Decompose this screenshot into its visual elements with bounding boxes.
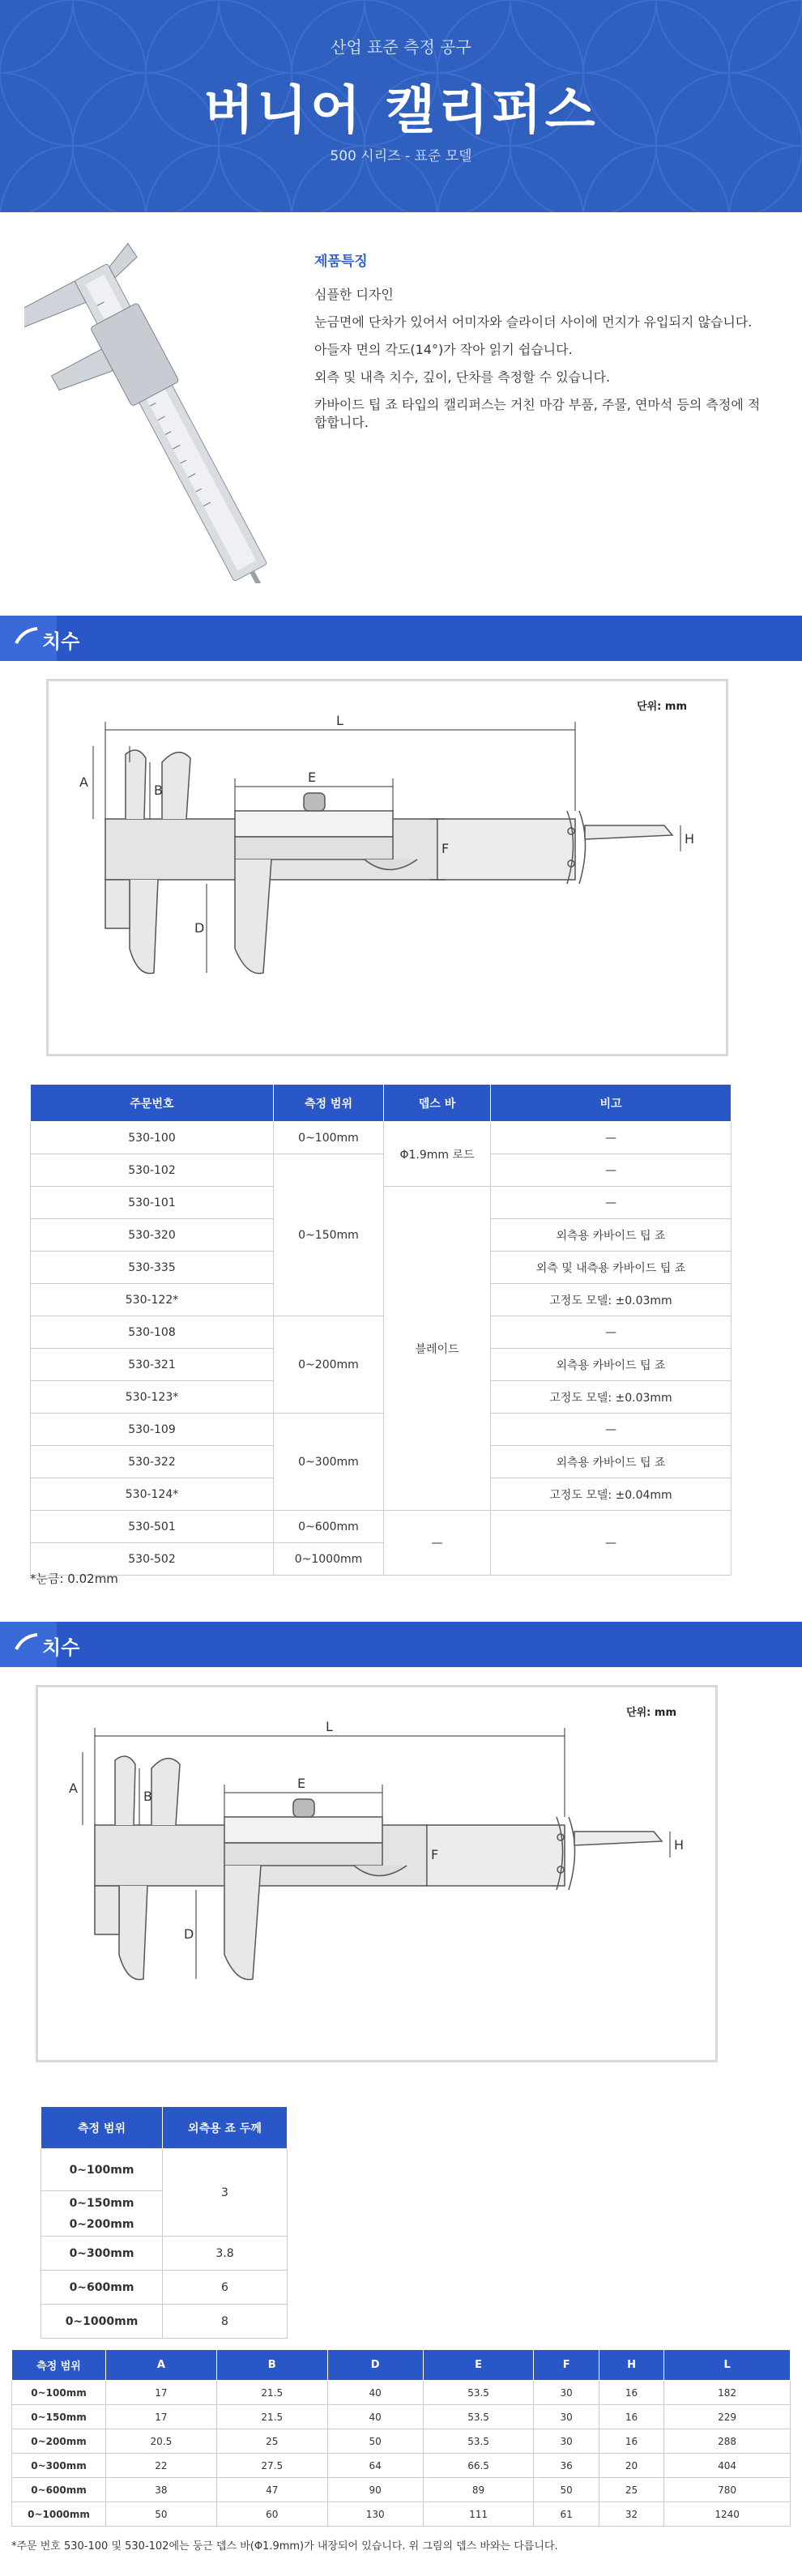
- unit-label: 단위: mm: [626, 1707, 676, 1719]
- dim-label-L: L: [326, 1719, 333, 1734]
- col-order-no: 주문번호: [31, 1085, 274, 1122]
- table-row: [12, 2405, 791, 2429]
- cell: 111: [423, 2502, 534, 2527]
- page-title: 버니어 캘리퍼스: [203, 81, 599, 141]
- cell: 32: [599, 2502, 663, 2527]
- cell: 0~100mm: [12, 2381, 106, 2405]
- cell: 64: [327, 2454, 423, 2478]
- table-row: [31, 1122, 732, 1154]
- section-label: 치수: [42, 1636, 80, 1659]
- cell: 20.5: [106, 2429, 217, 2454]
- cell: 17: [106, 2381, 217, 2405]
- cell: 182: [664, 2381, 791, 2405]
- cell: 530-322: [31, 1446, 274, 1478]
- cell: —: [491, 1511, 732, 1576]
- table-row: [31, 1414, 732, 1446]
- col-H: H: [599, 2350, 663, 2381]
- cell: 50: [106, 2502, 217, 2527]
- col-F: F: [534, 2350, 599, 2381]
- cell: 780: [664, 2478, 791, 2502]
- cell: 53.5: [423, 2405, 534, 2429]
- cell: 40: [327, 2381, 423, 2405]
- cell: —: [491, 1414, 732, 1446]
- cell: 0~300mm: [41, 2237, 163, 2271]
- cell: 530-320: [31, 1219, 274, 1252]
- dim-label-H: H: [674, 1837, 685, 1853]
- dim-label-L: L: [336, 713, 343, 728]
- col-range: 측정 범위: [12, 2350, 106, 2381]
- cell: 61: [534, 2502, 599, 2527]
- cell: 0~600mm: [274, 1511, 384, 1543]
- table-row: [41, 2237, 288, 2271]
- cell: 47: [216, 2478, 327, 2502]
- cell: 8: [163, 2305, 288, 2339]
- cell: 30: [534, 2381, 599, 2405]
- cell: 530-123*: [31, 1381, 274, 1414]
- cell: 0~200mm: [274, 1316, 384, 1414]
- dim-label-A: A: [69, 1781, 78, 1796]
- cell: 0~600mm: [41, 2271, 163, 2305]
- brush-stroke-icon: [15, 1633, 39, 1653]
- cell-line: 0~200mm: [69, 2217, 134, 2231]
- cell: 1240: [664, 2502, 791, 2527]
- table-row: [12, 2429, 791, 2454]
- col-depth-bar: 뎁스 바: [384, 1085, 491, 1122]
- cell: 229: [664, 2405, 791, 2429]
- col-D: D: [327, 2350, 423, 2381]
- header-subtitle: 산업 표준 측정 공구: [331, 37, 471, 57]
- table-row: [12, 2381, 791, 2405]
- cell: 22: [106, 2454, 217, 2478]
- cell: 외측용 카바이드 팁 죠: [491, 1219, 732, 1252]
- cell: 530-335: [31, 1252, 274, 1284]
- section-label: 치수: [42, 630, 80, 653]
- table-row: [31, 1316, 732, 1349]
- cell: 530-108: [31, 1316, 274, 1349]
- dim-label-B: B: [154, 783, 163, 798]
- cell: 고정도 모델: ±0.03mm: [491, 1284, 732, 1316]
- table-row: [12, 2478, 791, 2502]
- cell: 530-122*: [31, 1284, 274, 1316]
- dim-label-A: A: [79, 774, 88, 790]
- dim-label-B: B: [143, 1789, 152, 1804]
- cell: 외측용 카바이드 팁 죠: [491, 1349, 732, 1381]
- col-range: 측정 범위: [41, 2107, 163, 2149]
- cell: 3: [163, 2149, 288, 2237]
- cell: 40: [327, 2405, 423, 2429]
- cell: 530-101: [31, 1187, 274, 1219]
- table-row: [12, 2502, 791, 2527]
- cell: —: [491, 1316, 732, 1349]
- cell: 89: [423, 2478, 534, 2502]
- cell: 16: [599, 2405, 663, 2429]
- dim-label-F: F: [431, 1847, 439, 1862]
- cell: —: [384, 1511, 491, 1576]
- col-remarks: 비고: [491, 1085, 732, 1122]
- cell: 16: [599, 2429, 663, 2454]
- cell: 30: [534, 2405, 599, 2429]
- dimension-diagram-frame-2: [36, 1685, 718, 2062]
- cell: 0~300mm: [274, 1414, 384, 1511]
- cell: 17: [106, 2405, 217, 2429]
- dim-label-D: D: [194, 920, 205, 936]
- cell: 0~600mm: [12, 2478, 106, 2502]
- jaw-thickness-table: [41, 2106, 288, 2339]
- feature-item: 외측 및 내측 치수, 깊이, 단차를 측정할 수 있습니다.: [314, 369, 611, 385]
- table-row: [31, 1511, 732, 1543]
- cell: 66.5: [423, 2454, 534, 2478]
- cell: 0~200mm: [12, 2429, 106, 2454]
- dim-label-E: E: [297, 1776, 306, 1791]
- cell: 36: [534, 2454, 599, 2478]
- feature-item: 아들자 면의 각도(14°)가 작아 읽기 쉽습니다.: [314, 342, 573, 357]
- feature-item: 눈금면에 단차가 있어서 어미자와 슬라이더 사이에 먼지가 유입되지 않습니다.: [314, 314, 753, 330]
- section-header-dimensions-2: [0, 1622, 802, 1667]
- cell: 25: [599, 2478, 663, 2502]
- cell: 25: [216, 2429, 327, 2454]
- cell: —: [491, 1154, 732, 1187]
- cell: 27.5: [216, 2454, 327, 2478]
- cell: 530-100: [31, 1122, 274, 1154]
- cell: 외측 및 내측용 카바이드 팁 죠: [491, 1252, 732, 1284]
- cell: 6: [163, 2271, 288, 2305]
- section-header-dimensions: [0, 616, 802, 661]
- cell: —: [491, 1187, 732, 1219]
- dim-label-H: H: [685, 831, 695, 847]
- footnote-depth-bar: *주문 번호 530-100 및 530-102에는 둥근 뎁스 바(Φ1.9mm)가 내장되어 있습니다. 위 그림의 뎁스 바와는 다릅니다.: [11, 2540, 558, 2553]
- cell: 530-109: [31, 1414, 274, 1446]
- cell: 고정도 모델: ±0.04mm: [491, 1478, 732, 1511]
- cell: 외측용 카바이드 팁 죠: [491, 1446, 732, 1478]
- feature-title: 제품특징: [314, 254, 368, 270]
- table-row: [12, 2454, 791, 2478]
- cell: —: [491, 1122, 732, 1154]
- col-range: 측정 범위: [274, 1085, 384, 1122]
- cell: 53.5: [423, 2381, 534, 2405]
- cell-line: 0~150mm: [69, 2196, 134, 2210]
- dimensions-table: [11, 2349, 791, 2527]
- dimension-diagram-frame: [46, 679, 728, 1056]
- unit-label: 단위: mm: [637, 701, 687, 713]
- col-E: E: [423, 2350, 534, 2381]
- series-label: 500 시리즈 - 표준 모델: [330, 148, 472, 164]
- table-row: [31, 1154, 732, 1187]
- cell: 30: [534, 2429, 599, 2454]
- cell: 530-502: [31, 1543, 274, 1576]
- caliper-product-image: [24, 235, 316, 583]
- cell: 288: [664, 2429, 791, 2454]
- cell: 404: [664, 2454, 791, 2478]
- cell: 530-321: [31, 1349, 274, 1381]
- cell: 60: [216, 2502, 327, 2527]
- brush-stroke-icon: [15, 627, 39, 646]
- cell: 50: [327, 2429, 423, 2454]
- dim-label-E: E: [308, 770, 317, 785]
- cell: 130: [327, 2502, 423, 2527]
- col-L: L: [664, 2350, 791, 2381]
- header-banner: [0, 0, 802, 212]
- cell: 21.5: [216, 2381, 327, 2405]
- cell: 530-501: [31, 1511, 274, 1543]
- cell: 0~150mm: [274, 1154, 384, 1316]
- col-B: B: [216, 2350, 327, 2381]
- cell: 0~1000mm: [41, 2305, 163, 2339]
- cell: 0~150mm: [12, 2405, 106, 2429]
- cell: 0~300mm: [12, 2454, 106, 2478]
- caliper-dimension-diagram: [49, 681, 726, 1054]
- cell: 53.5: [423, 2429, 534, 2454]
- caliper-dimension-diagram-2: [38, 1687, 715, 2060]
- cell: 530-102: [31, 1154, 274, 1187]
- cell: 530-124*: [31, 1478, 274, 1511]
- cell: 50: [534, 2478, 599, 2502]
- cell: 0~100mm: [41, 2149, 163, 2191]
- dim-label-D: D: [184, 1926, 194, 1942]
- cell: 블레이드: [384, 1187, 491, 1511]
- cell: 0~100mm: [274, 1122, 384, 1154]
- feature-item: 카바이드 팁 죠 타입의 캘리퍼스는 거친 마감 부품, 주물, 연마석 등의 측정에 적합합니다.: [314, 397, 761, 430]
- cell: 21.5: [216, 2405, 327, 2429]
- table-row: [41, 2305, 288, 2339]
- table-row: [41, 2149, 288, 2191]
- cell: [41, 2191, 163, 2237]
- cell: 고정도 모델: ±0.03mm: [491, 1381, 732, 1414]
- table-row: [41, 2271, 288, 2305]
- feature-list: [314, 249, 768, 441]
- cell: 16: [599, 2381, 663, 2405]
- cell: 90: [327, 2478, 423, 2502]
- dim-label-F: F: [442, 841, 450, 856]
- cell: 0~1000mm: [274, 1543, 384, 1576]
- cell: 20: [599, 2454, 663, 2478]
- cell: 38: [106, 2478, 217, 2502]
- col-jaw-thickness: 외측용 죠 두께: [163, 2107, 288, 2149]
- footnote-graduation: *눈금: 0.02mm: [30, 1572, 118, 1586]
- model-table: [30, 1084, 732, 1576]
- cell: 0~1000mm: [12, 2502, 106, 2527]
- cell: Φ1.9mm 로드: [384, 1122, 491, 1187]
- feature-item: 심플한 디자인: [314, 287, 394, 302]
- col-A: A: [106, 2350, 217, 2381]
- cell: 3.8: [163, 2237, 288, 2271]
